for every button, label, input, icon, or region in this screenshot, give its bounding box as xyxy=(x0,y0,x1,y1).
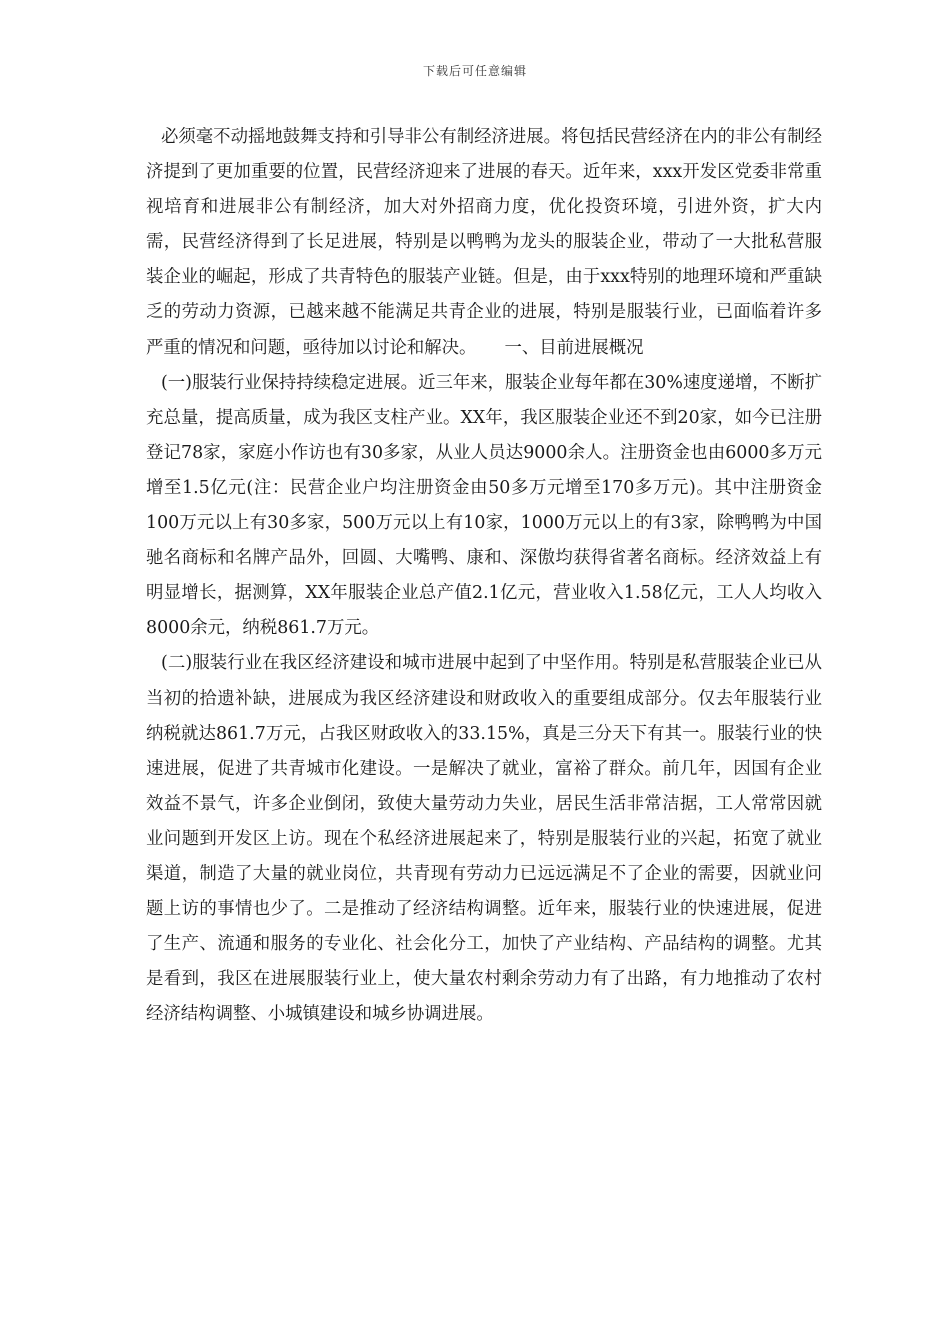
paragraph-intro-text: 必须毫不动摇地鼓舞支持和引导非公有制经济进展。将包括民营经济在内的非公有制经济提到了更加重要的位置，民营经济迎来了进展的春天。近年来，xxx开发区党委非常重视培育和进展非公有制经济，加大对外招商力度，优化投资环境，引进外资，扩大内需，民营经济得到了长足进展，特别是以鸭鸭为龙头的服装企业，带动了一大批私营服装企业的崛起，形成了共青特色的服装产业链。但是，由于xxx特别的地理环境和严重缺乏的劳动力资源，已越来越不能满足共青企业的进展，特别是服装行业，已面临着许多严重的情况和问题，亟待加以讨论和解决。 xyxy=(146,127,822,358)
paragraph-section-two: (二)服装行业在我区经济建设和城市进展中起到了中坚作用。特别是私营服装企业已从当初的拾遗补缺，进展成为我区经济建设和财政收入的重要组成部分。仅去年服装行业纳税就达861.7万元，占我区财政收入的33.15%，真是三分天下有其一。服装行业的快速进展，促进了共青城市化建设。一是解决了就业，富裕了群众。前几年，因国有企业效益不景气，许多企业倒闭，致使大量劳动力失业，居民生活非常洁据，工人常常因就业问题到开发区上访。现在个私经济进展起来了，特别是服装行业的兴起，拓宽了就业渠道，制造了大量的就业岗位，共青现有劳动力已远远满足不了企业的需要，因就业问题上访的事情也少了。二是推动了经济结构调整。近年来，服装行业的快速进展，促进了生产、流通和服务的专业化、社会化分工，加快了产业结构、产品结构的调整。尤其是看到，我区在进展服装行业上，使大量农村剩余劳动力有了出路，有力地推动了农村经济结构调整、小城镇建设和城乡协调进展。 xyxy=(146,653,822,1025)
document-body xyxy=(146,120,822,1032)
paragraph-section-one: (一)服装行业保持持续稳定进展。近三年来，服装企业每年都在30%速度递增，不断扩充总量，提高质量，成为我区支柱产业。XX年，我区服装企业还不到20家，如今已注册登记78家，家庭小作访也有30多家，从业人员达9000余人。注册资金也由6000多万元增至1.5亿元(注：民营企业户均注册资金由50多万元增至170多万元)。其中注册资金100万元以上有30多家，500万元以上有10家，1000万元以上的有3家，除鸭鸭为中国驰名商标和名牌产品外，回圆、大嘴鸭、康和、深傲均获得省著名商标。经济效益上有明显增长，据测算，XX年服装企业总产值2.1亿元，营业收入1.58亿元，工人人均收入8000余元，纳税861.7万元。 xyxy=(146,372,822,639)
page-header: 下载后可任意编辑 xyxy=(422,64,527,78)
paragraph-intro xyxy=(146,120,822,366)
section-heading: 一、目前进展概况 xyxy=(504,337,644,358)
